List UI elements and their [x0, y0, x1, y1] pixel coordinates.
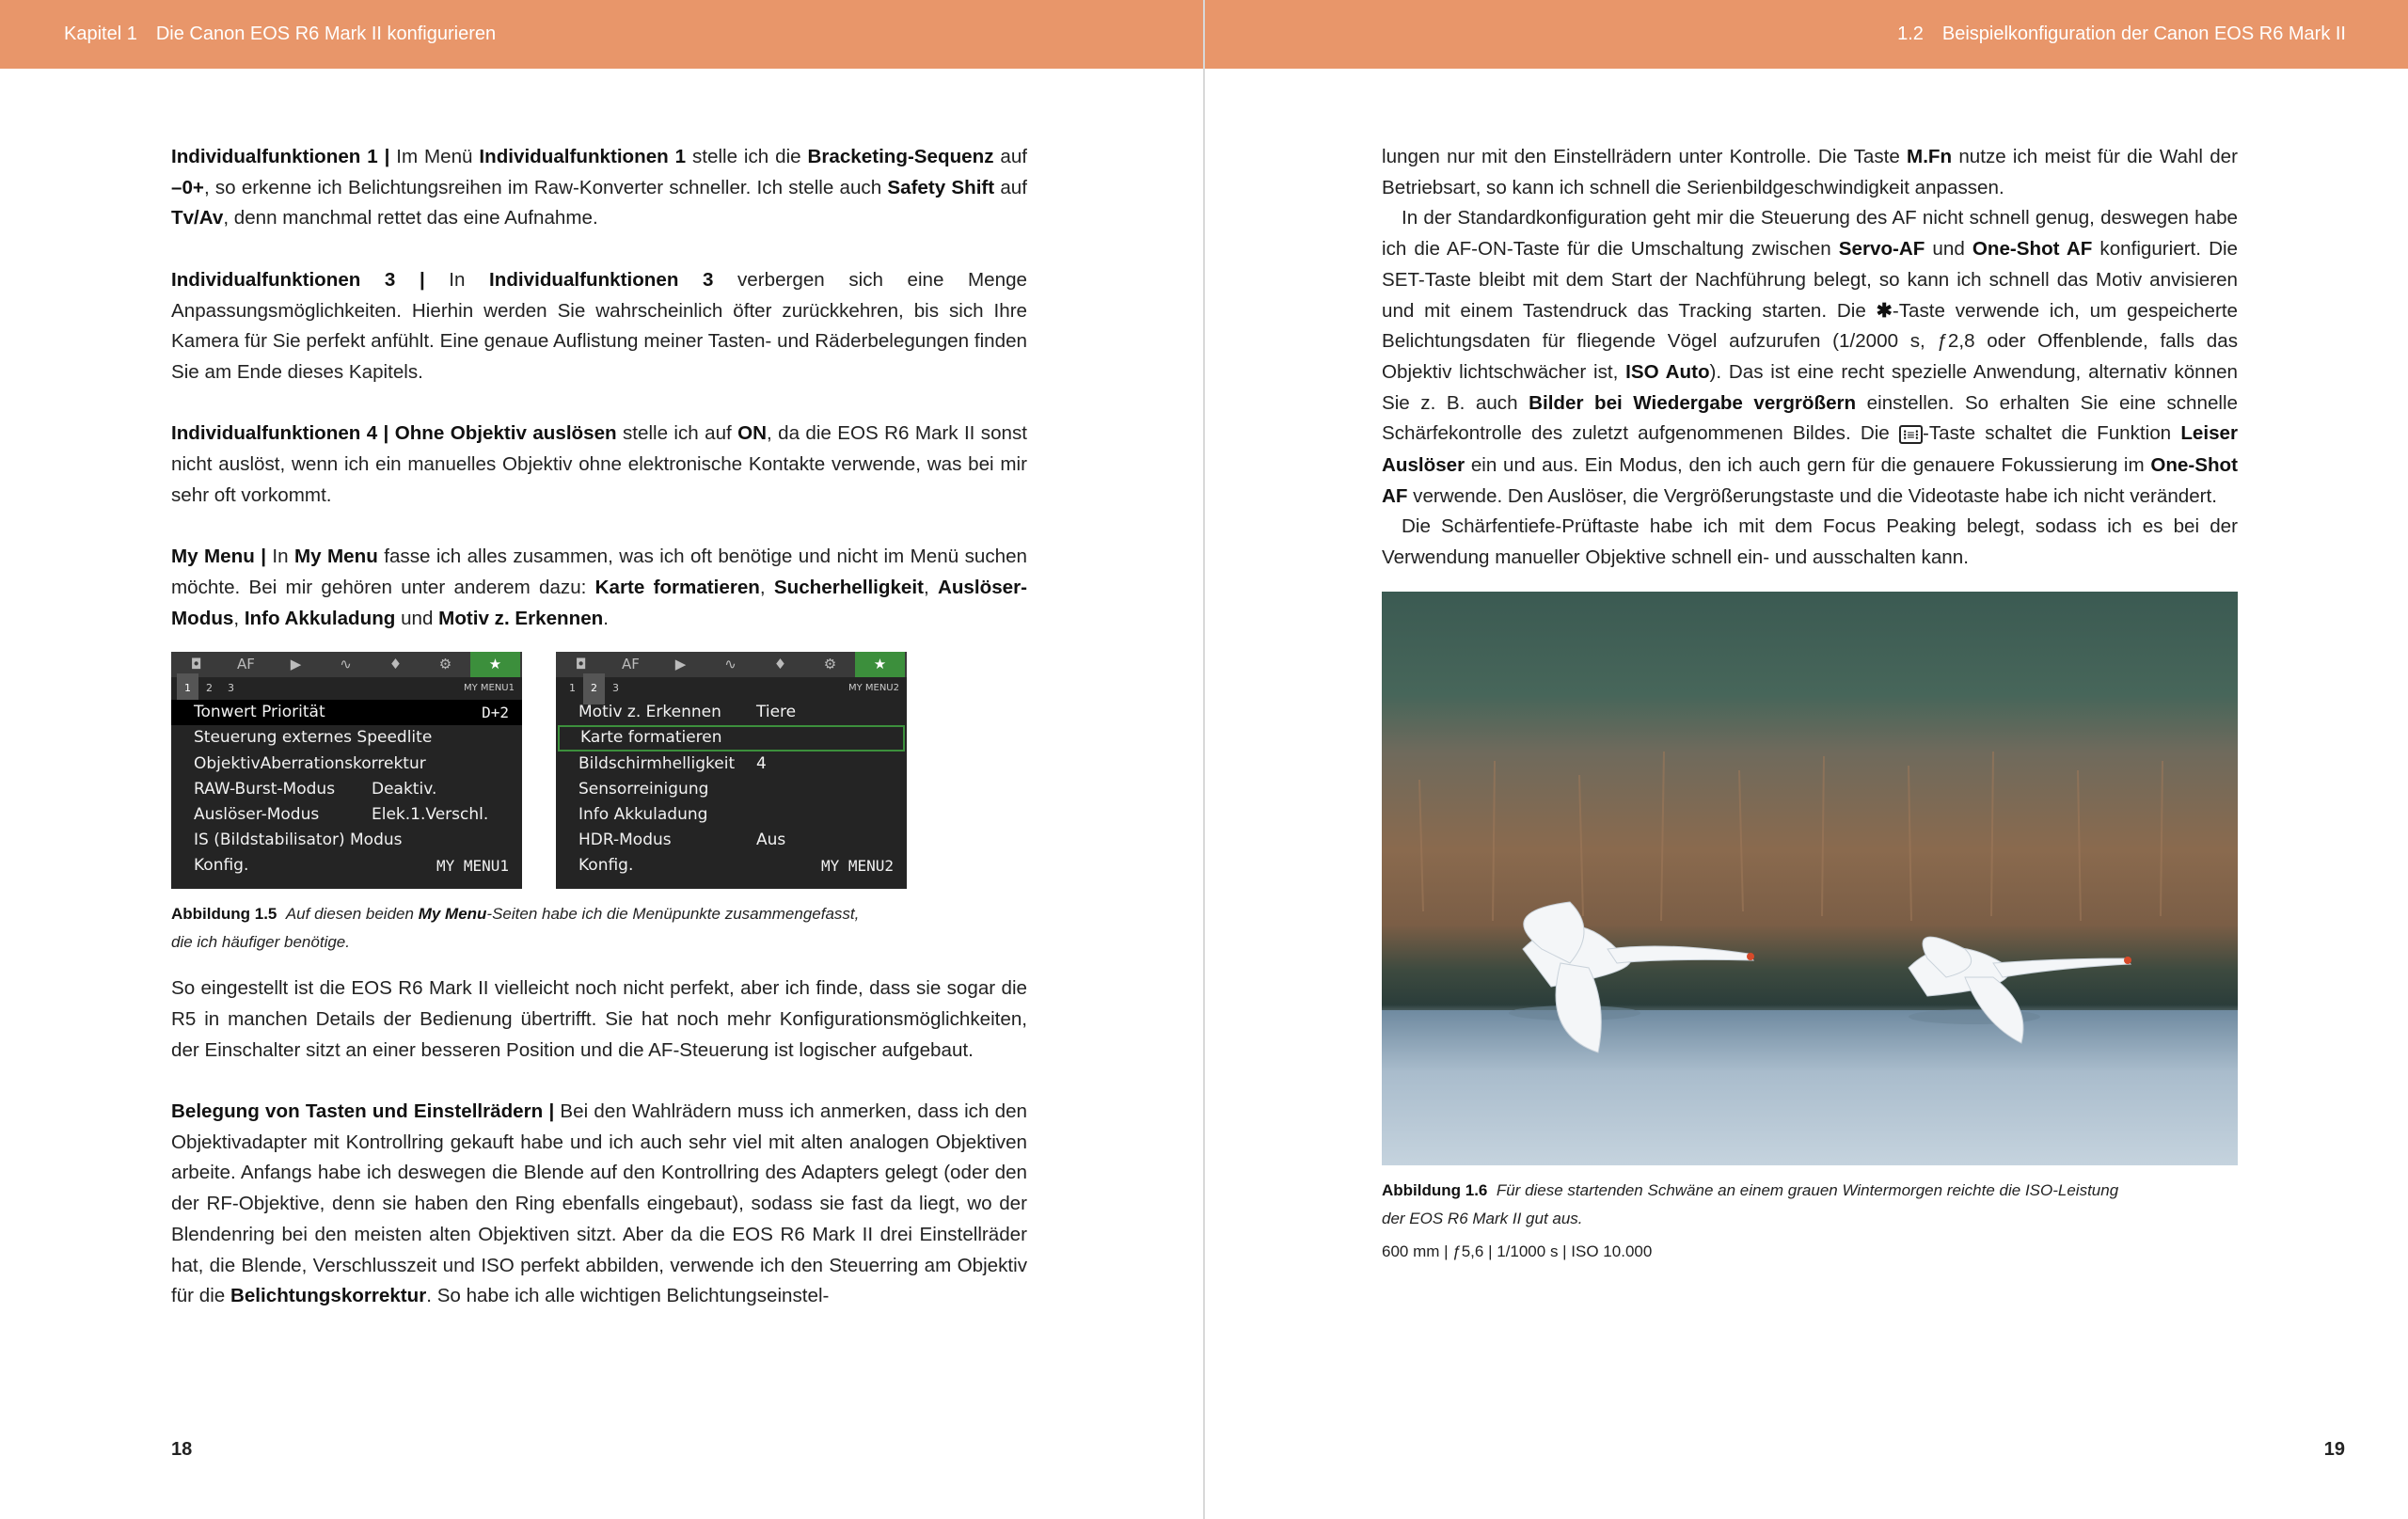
menu-row [171, 828, 522, 853]
figure-caption-1-5: Abbildung 1.5 Auf diesen beiden My Menu-Seiten habe ich die Menüpunkte zusammengefasst, die ich häufiger benötige. [171, 905, 860, 952]
star-button-icon: ✱ [1876, 299, 1893, 322]
menu-row [171, 725, 522, 751]
menu-row [556, 853, 907, 878]
menu-row-label: RAW-Burst-Modus [194, 779, 336, 799]
menu-row-value: Deaktiv. [372, 779, 437, 799]
menu-row-label: Karte formatieren [580, 728, 722, 748]
menu-row [171, 777, 522, 802]
swans-photo-image [1382, 592, 2238, 1165]
menu-row-label: Konfig. [194, 856, 249, 876]
menu-tab-icon: ★ [855, 652, 905, 677]
menu-row-value: MY MENU1 [436, 857, 509, 876]
camera-menu-screenshots [171, 652, 1027, 889]
page-number-right: 19 [2323, 1439, 2345, 1460]
paragraph-my-menu: My Menu | In My Menu fasse ich alles zusammen, was ich oft benötige und nicht im Menü suchen möchte. Bei mir gehören unter anderem dazu: Karte formatieren, Sucherhelligkeit, Auslöser-Modus, Info Akkuladung und Motiv z. Erkennen. [171, 546, 1027, 629]
menu-row [171, 853, 522, 878]
menu-tab-icon: ▶ [674, 656, 687, 673]
right-body [1382, 142, 2238, 1266]
paragraph-buttons-dials: Belegung von Tasten und Einstellrädern | Bei den Wahlrädern muss ich anmerken, dass ich den Objektivadapter mit Kontrollring gekauft habe und ich auch sehr viel mit alten analogen Objektiven arbeite. Anfangs habe ich deswegen die Blende auf den Kontrollring des Adapters gelegt (oder den der RF-Objektive, denn sie haben den Ring ebenfalls eingebaut), sodass sie fast da liegt, wo der Blendenring bei den meisten alten Objektiven sitzt. Aber da die EOS R6 Mark II drei Einstellräder hat, die Blende, Verschlusszeit und ISO perfekt abbilden, verwende ich den Steuerring am Objektiv für die Belichtungskorrektur. So habe ich alle wichtigen Belichtungseinstel- [171, 1100, 1028, 1307]
menu-tab-icon: ♦ [388, 656, 403, 673]
menu-row-label: IS (Bildstabilisator) Modus [194, 831, 403, 850]
page-number-left: 18 [171, 1439, 193, 1460]
menu-tab-icon: ▶ [290, 656, 302, 673]
menu-row [171, 700, 522, 725]
menu-subtab: 3 [612, 681, 619, 694]
menu-row-value: MY MENU2 [820, 857, 894, 876]
menu-row-label: Info Akkuladung [578, 804, 708, 824]
menu-row-value: Aus [756, 831, 786, 850]
left-header [0, 0, 1203, 69]
menu-tab-icon: ♦ [773, 656, 787, 673]
right-page [1205, 0, 2408, 1519]
quick-menu-button-icon: ⁝≡⁝ [1899, 425, 1923, 444]
menu-row-label: Bildschirmhelligkeit [578, 753, 736, 773]
right-header [1205, 0, 2408, 69]
caption-label: Abbildung 1.5 [171, 905, 277, 924]
menu-row-value: Elek.1.Verschl. [372, 804, 489, 824]
menu-title: MY MENU1 [463, 682, 515, 693]
exif-info: 600 mm | ƒ5,6 | 1/1000 s | ISO 10.000 [1382, 1242, 1653, 1260]
menu-row-label: Auslöser-Modus [194, 804, 320, 824]
menu-row [556, 752, 907, 777]
swans-photo [1382, 592, 2238, 1165]
menu-row [556, 802, 907, 828]
paragraph-af-config: In der Standardkonfiguration geht mir die Steuerung des AF nicht schnell genug, deswegen habe ich die AF-ON-Taste für die Umschaltung zwischen Servo-AF und One-Shot AF konfiguriert. Die SET-Taste bleibt mit dem Start der Nachführung belegt, so kann ich schnell das Motiv anvisieren und mit einem Tastendruck das Tracking starten. Die ✱-Taste verwende ich, um gespeicherte Belichtungsdaten für fliegende Vögel aufzurufen (1/2000 s, ƒ2,8 oder Offenblende, falls das Objektiv lichtschwächer ist, ISO Auto). Das ist eine recht spezielle Anwendung, alternativ können Sie z. B. auch Bilder bei Wiedergabe vergrößern einstellen. So erhalten Sie eine schnelle Schärfekontrolle des zuletzt aufgenommenen Bildes. Die ⁝≡⁝ -Taste schaltet die Funktion Leiser Auslöser ein und aus. Ein Modus, den ich auch gern für die genauere Fokussierung im One-Shot AF verwende. Den Auslöser, die Vergrößerungstaste und die Videotaste habe ich nicht verändert. [1382, 207, 2239, 507]
menu-tab-icon: AF [622, 656, 640, 673]
menu-tab-icon: ★ [470, 652, 520, 677]
menu-row [558, 725, 905, 751]
menu-row [556, 777, 907, 802]
menu-tab-icon: ◘ [190, 656, 202, 673]
menu-tab-icon: AF [237, 656, 255, 673]
menu-tab-icon: ∿ [724, 656, 737, 673]
menu-tab-icon: ◘ [575, 656, 587, 673]
menu-subtabs [556, 677, 907, 700]
menu-row [171, 752, 522, 777]
menu-tab-icon: ⚙ [823, 656, 837, 673]
menu-row [556, 828, 907, 853]
chapter-label: Kapitel 1 [64, 24, 137, 44]
menu-subtab: 3 [228, 681, 234, 694]
menu-subtab: 2 [583, 673, 605, 704]
figure-caption-1-6: Abbildung 1.6 Für diese startenden Schwäne an einem grauen Wintermorgen reichte die ISO-Leistung der EOS R6 Mark II gut aus. 600 mm | ƒ5,6 | 1/1000 s | ISO 10.000 [1382, 1177, 2238, 1266]
paragraph-continued: lungen nur mit den Einstellrädern unter Kontrolle. Die Taste M.Fn nutze ich meist für die Wahl der Betriebsart, so kann ich schnell die Serienbildgeschwindigkeit anpassen. [1382, 146, 2238, 198]
section-number: 1.2 [1897, 24, 1924, 44]
menu-row-label: ObjektivAberrationskorrektur [194, 753, 426, 773]
paragraph-individual-3: Individualfunktionen 3 | In Individualfunktionen 3 verbergen sich eine Menge Anpassungsmöglichkeiten. Hierhin werden Sie wahrscheinlich öfter zurückkehren, bis sich Ihre Kamera für Sie perfekt anfühlt. Eine genaue Auflistung meiner Tasten- und Räderbelegungen finden Sie am Ende dieses Kapitels. [171, 268, 1027, 383]
left-body [171, 142, 1027, 1312]
menu-title: MY MENU2 [848, 682, 899, 693]
menu-row-label: Konfig. [578, 856, 634, 876]
menu-row-label: Steuerung externes Speedlite [194, 728, 433, 748]
menu-subtab: 1 [569, 681, 576, 694]
menu-tab-icon: ⚙ [438, 656, 452, 673]
menu-row-value: D+2 [482, 704, 509, 722]
paragraph-individual-1: Individualfunktionen 1 | Im Menü Individualfunktionen 1 stelle ich die Bracketing-Sequenz auf –0+, so erkenne ich Belichtungsreihen im Raw-Konverter schneller. Ich stelle auch Safety Shift auf Tv/Av, denn manchmal rettet das eine Aufnahme. [171, 146, 1028, 229]
menu-row-label: Sensorreinigung [578, 779, 709, 799]
menu-subtab: 1 [177, 673, 198, 704]
menu-row-label: Tonwert Priorität [194, 703, 325, 722]
chapter-title: Die Canon EOS R6 Mark II konfigurieren [155, 24, 497, 44]
section-title: Beispielkonfiguration der Canon EOS R6 Mark II [1941, 24, 2346, 44]
menu-tab-icon: ∿ [340, 656, 352, 673]
paragraph-individual-4: Individualfunktionen 4 | Ohne Objektiv auslösen stelle ich auf ON, da die EOS R6 Mark II sonst nicht auslöst, wenn ich ein manuelles Objektiv ohne elektronische Kontakte verwende, was bei mir sehr oft vorkommt. [171, 422, 1028, 506]
menu-row [171, 802, 522, 828]
my-menu-1-screen [171, 652, 522, 889]
menu-row-label: HDR-Modus [578, 831, 672, 850]
my-menu-2-screen [556, 652, 907, 889]
menu-row [556, 700, 907, 725]
menu-row-label: Motiv z. Erkennen [578, 703, 721, 722]
paragraph-summary: So eingestellt ist die EOS R6 Mark II vielleicht noch nicht perfekt, aber ich finde, dass sie sogar die R5 in manchen Details der Bedienung übertrifft. Sie hat noch mehr Konfigurationsmöglichkeiten, der Einschalter sitzt an einer besseren Position und die AF-Steuerung ist logischer aufgebaut. [171, 977, 1027, 1061]
paragraph-focus-peaking: Die Schärfentiefe-Prüftaste habe ich mit dem Focus Peaking belegt, sodass ich es bei der Verwendung manueller Objektive schnell ein- und ausschalten kann. [1382, 515, 2238, 569]
caption-label: Abbildung 1.6 [1382, 1180, 1488, 1199]
menu-row-value: Tiere [756, 703, 797, 722]
menu-subtab: 2 [206, 681, 213, 694]
menu-subtabs [171, 677, 522, 700]
menu-row-value: 4 [756, 753, 767, 773]
left-page [0, 0, 1203, 1519]
